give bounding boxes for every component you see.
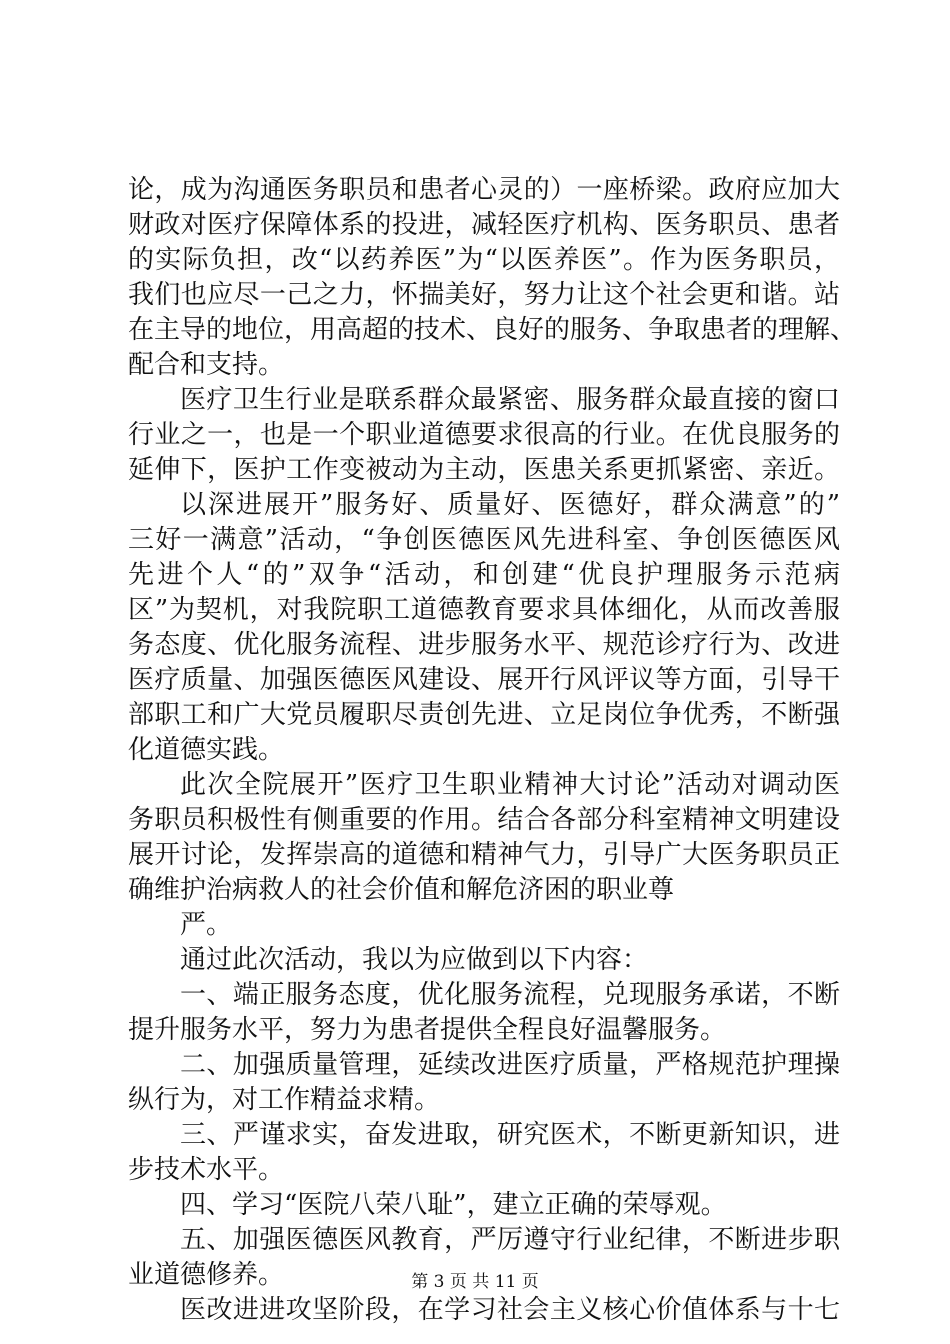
page-footer: 第 3 页 共 11 页 xyxy=(411,1272,539,1292)
body-text xyxy=(128,173,857,1328)
text-line: 四、学习“医院八荣八耻”，建立正确的荣辱观。 xyxy=(180,1190,727,1220)
text-line: 财政对医疗保障体系的投进，减轻医疗机构、医务职员、患者 xyxy=(128,210,840,240)
text-line: 务职员积极性有侧重要的作用。结合各部分科室精神文明建设 xyxy=(128,805,840,835)
text-line: 务态度、优化服务流程、进步服务水平、规范诊疗行为、改进 xyxy=(128,630,840,660)
text-line: 二、加强质量管理，延续改进医疗质量，严格规范护理操 xyxy=(180,1050,840,1080)
text-line: 论，成为沟通医务职员和患者心灵的）一座桥梁。政府应加大 xyxy=(128,175,840,205)
text-line: 提升服务水平，努力为患者提供全程良好温馨服务。 xyxy=(128,1015,727,1045)
text-line: 配合和支持。 xyxy=(128,350,285,380)
text-line: 一、端正服务态度，优化服务流程，兑现服务承诺，不断 xyxy=(180,980,840,1010)
text-line: 业道德修养。 xyxy=(128,1260,285,1290)
text-line: 医疗卫生行业是联系群众最紧密、服务群众最直接的窗口 xyxy=(180,385,840,415)
text-line: 纵行为，对工作精益求精。 xyxy=(128,1085,441,1115)
text-line: 部职工和广大党员履职尽责创先进、立足岗位争优秀，不断强 xyxy=(128,700,840,730)
text-line: 严。 xyxy=(180,910,233,940)
text-line: 医疗质量、加强医德医风建设、展开行风评议等方面，引导干 xyxy=(128,665,840,695)
text-line: 三、严谨求实，奋发进取，研究医术，不断更新知识，进 xyxy=(180,1120,840,1150)
text-line: 五、加强医德医风教育，严厉遵守行业纪律，不断进步职 xyxy=(180,1225,840,1255)
text-line: 确维护治病救人的社会价值和解危济困的职业尊 xyxy=(128,875,675,905)
text-line: 步技术水平。 xyxy=(128,1155,285,1185)
text-line: 三好一满意”活动，“争创医德医风先进科室、争创医德医风 xyxy=(128,525,840,555)
text-line: 以深进展开”服务好、质量好、医德好，群众满意”的” xyxy=(180,490,840,520)
text-line: 医改进进攻坚阶段，在学习社会主义核心价值体系与十七 xyxy=(180,1295,840,1325)
text-line: 区”为契机，对我院职工道德教育要求具体细化，从而改善服 xyxy=(128,595,840,625)
text-line: 化道德实践。 xyxy=(128,735,285,765)
text-line: 行业之一，也是一个职业道德要求很高的行业。在优良服务的 xyxy=(128,420,840,450)
text-line: 延伸下，医护工作变被动为主动，医患关系更抓紧密、亲近。 xyxy=(128,455,840,485)
text-line: 的实际负担，改“以药养医”为“以医养医”。作为医务职员， xyxy=(128,245,840,275)
text-line: 展开讨论，发挥崇高的道德和精神气力，引导广大医务职员正 xyxy=(128,840,840,870)
text-line: 先进个人“的”双争“活动，和创建“优良护理服务示范病 xyxy=(128,560,840,590)
text-line: 此次全院展开”医疗卫生职业精神大讨论”活动对调动医 xyxy=(180,770,840,800)
text-line: 在主导的地位，用高超的技术、良好的服务、争取患者的理解、 xyxy=(128,315,857,345)
text-line: 通过此次活动，我以为应做到以下内容： xyxy=(180,945,649,975)
text-line: 我们也应尽一己之力，怀揣美好，努力让这个社会更和谐。站 xyxy=(128,280,840,310)
